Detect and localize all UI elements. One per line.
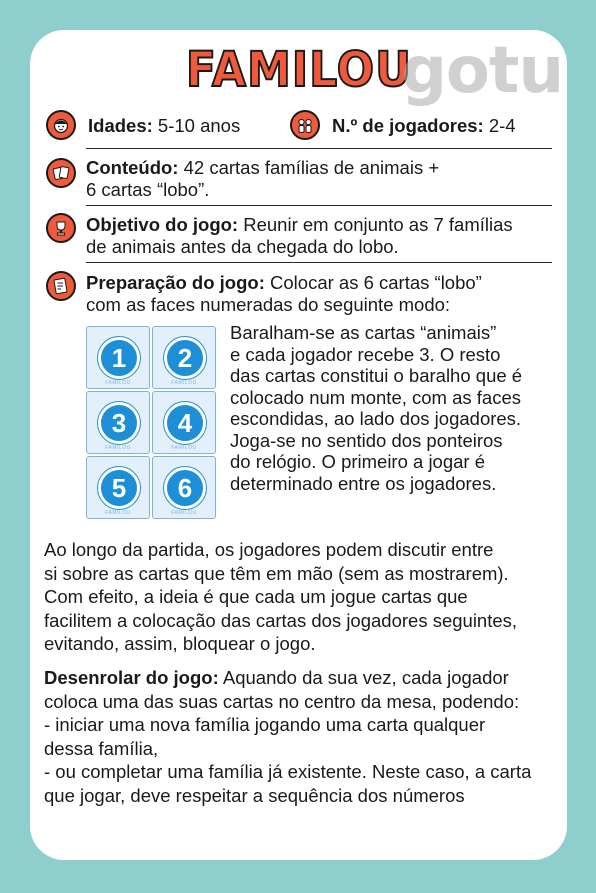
play-line: que jogar, deve respeitar a sequência dos números xyxy=(44,784,465,806)
child-face-icon xyxy=(46,110,76,140)
divider xyxy=(86,262,552,263)
setup-block xyxy=(86,272,482,316)
objective-block xyxy=(86,214,513,258)
contents-label: Conteúdo: xyxy=(86,157,179,178)
contents-line1: 42 cartas famílias de animais + xyxy=(178,157,440,178)
play-line: - ou completar uma família já existente. Neste caso, a carta xyxy=(44,761,532,782)
setup-side-line: das cartas constitui o baralho que é xyxy=(230,365,523,386)
game-title: FAMILOU xyxy=(185,42,412,98)
players-row xyxy=(332,115,516,137)
setup-line1: Colocar as 6 cartas “lobo” xyxy=(264,272,482,293)
setup-side-line: escondidas, ao lado dos jogadores. xyxy=(230,408,522,429)
tile-caption: FAMILOU xyxy=(105,445,131,451)
play-paragraph xyxy=(44,666,554,807)
tile-caption: FAMILOU xyxy=(171,510,197,516)
tile-number: 6 xyxy=(164,467,206,509)
tile-number: 1 xyxy=(98,337,140,379)
setup-side-line: e cada jogador recebe 3. O resto xyxy=(230,343,501,365)
objective-line1: Reunir em conjunto as 7 famílias xyxy=(238,214,513,235)
play-line: dessa família, xyxy=(44,737,159,759)
setup-line2: com as faces numeradas do seguinte modo: xyxy=(86,294,451,315)
wolf-card-5 xyxy=(86,456,150,519)
players-value: 2-4 xyxy=(483,115,516,136)
tile-number: 2 xyxy=(164,337,206,379)
brand-watermark: gotu xyxy=(401,34,563,108)
discussion-paragraph xyxy=(44,538,554,656)
play-line: - iniciar uma nova família jogando uma carta qualquer xyxy=(44,714,486,735)
cards-icon xyxy=(46,158,76,188)
wolf-cards-grid xyxy=(86,326,218,522)
checklist-icon xyxy=(46,271,76,301)
discussion-line: facilitem a colocação das cartas dos jogadores seguintes, xyxy=(44,609,518,631)
tile-number: 5 xyxy=(98,467,140,509)
wolf-card-3 xyxy=(86,391,150,454)
tile-caption: FAMILOU xyxy=(105,510,131,516)
wolf-card-4 xyxy=(152,391,216,454)
ages-row xyxy=(88,115,240,137)
setup-side-line: colocado num monte, com as faces xyxy=(230,386,522,408)
tile-number: 4 xyxy=(164,402,206,444)
wolf-card-1 xyxy=(86,326,150,389)
tile-caption: FAMILOU xyxy=(105,380,131,386)
objective-line2: de animais antes da chegada do lobo. xyxy=(86,236,399,257)
players-icon xyxy=(290,110,320,140)
play-line: coloca uma das suas cartas no centro da mesa, podendo: xyxy=(44,690,520,712)
contents-line2: 6 cartas “lobo”. xyxy=(86,179,210,200)
wolf-card-6 xyxy=(152,456,216,519)
divider xyxy=(86,205,552,206)
setup-side-line: Joga-se no sentido dos ponteiros xyxy=(230,429,503,451)
ages-label: Idades: xyxy=(88,115,153,136)
divider xyxy=(86,148,552,149)
discussion-line: Ao longo da partida, os jogadores podem discutir entre xyxy=(44,539,494,560)
play-line1: Aquando da sua vez, cada jogador xyxy=(218,667,509,688)
setup-side-line: determinado entre os jogadores. xyxy=(230,472,497,494)
discussion-line: evitando, assim, bloquear o jogo. xyxy=(44,633,316,654)
contents-block xyxy=(86,157,439,201)
rules-card xyxy=(30,30,567,860)
objective-label: Objetivo do jogo: xyxy=(86,214,239,235)
trophy-icon xyxy=(46,213,76,243)
players-label: N.º de jogadores: xyxy=(332,115,484,136)
setup-side-line: do relógio. O primeiro a jogar é xyxy=(230,451,486,472)
discussion-line: si sobre as cartas que têm em mão (sem as mostrarem). xyxy=(44,562,509,584)
setup-label: Preparação do jogo: xyxy=(86,272,265,293)
wolf-card-2 xyxy=(152,326,216,389)
tile-caption: FAMILOU xyxy=(171,380,197,386)
setup-side-line: Baralham-se as cartas “animais” xyxy=(230,322,497,343)
play-label: Desenrolar do jogo: xyxy=(44,667,219,688)
setup-side-text xyxy=(230,322,522,494)
ages-value: 5-10 anos xyxy=(152,115,241,136)
discussion-line: Com efeito, a ideia é que cada um jogue cartas que xyxy=(44,586,468,607)
tile-caption: FAMILOU xyxy=(171,445,197,451)
tile-number: 3 xyxy=(98,402,140,444)
